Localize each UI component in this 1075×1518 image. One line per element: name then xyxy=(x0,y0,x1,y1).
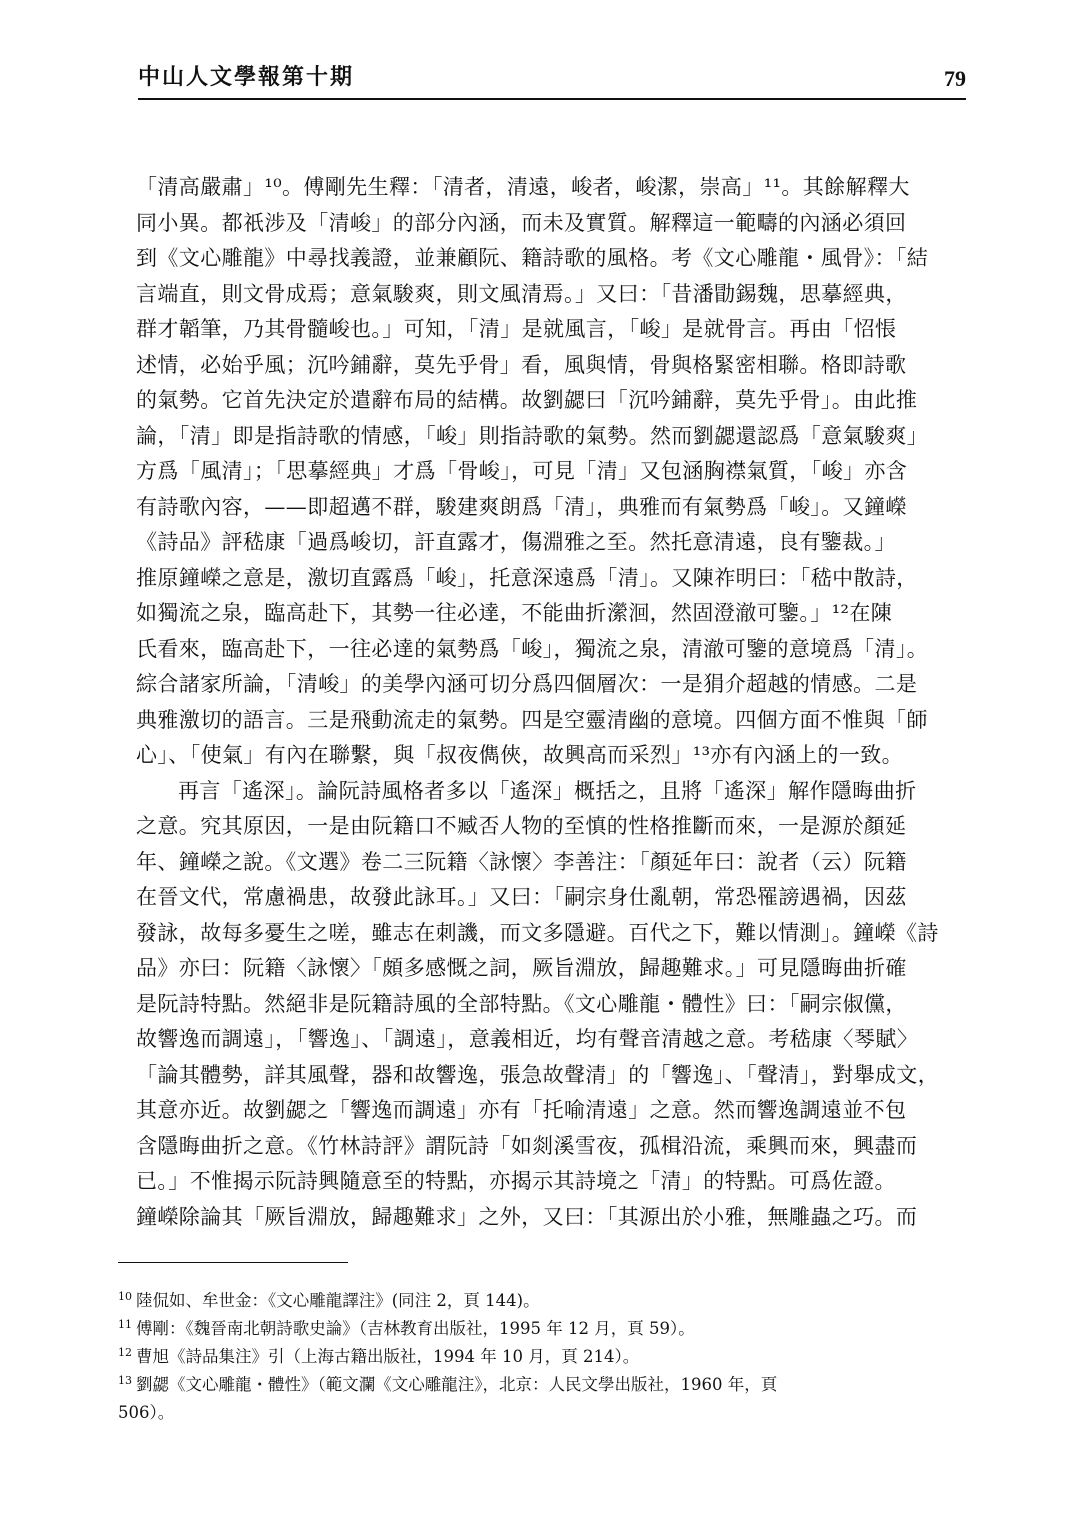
footnote-13 xyxy=(118,1371,968,1399)
header-rule xyxy=(138,98,966,100)
footnote-11 xyxy=(118,1315,968,1343)
footnote-mark: 11 xyxy=(118,1317,132,1331)
text-line: 的氣勢。它首先決定於遣辭布局的結構。故劉勰曰「沉吟鋪辭，莫先乎骨」。由此推 xyxy=(136,388,918,412)
footnote-text: 陸侃如、牟世金：《文心雕龍譯注》(同注 2，頁 144)。 xyxy=(136,1291,540,1310)
text-line: 年、鐘嶸之說。《文選》卷二三阮籍〈詠懷〉李善注：「顏延年曰：說者（云）阮籍 xyxy=(136,849,907,874)
body-text xyxy=(136,170,972,1235)
footnote-12 xyxy=(118,1343,968,1371)
text-line: 之意。究其原因，一是由阮籍口不臧否人物的至慎的性格推斷而來，一是源於顏延 xyxy=(136,814,907,838)
footnote-text: 傅剛：《魏晉南北朝詩歌史論》（吉林教育出版社，1995 年 12 月，頁 59）。 xyxy=(136,1319,695,1338)
text-line: 品》亦曰：阮籍〈詠懷〉「頗多感慨之詞，厥旨淵放，歸趣難求。」可見隱晦曲折確 xyxy=(136,956,907,980)
text-line: 綜合諸家所論，「清峻」的美學內涵可切分爲四個層次：一是狷介超越的情感。二是 xyxy=(136,672,918,696)
text-line: 是阮詩特點。然絕非是阮籍詩風的全部特點。《文心雕龍・體性》曰：「嗣宗俶儻， xyxy=(136,991,907,1016)
text-line: 發詠，故每多憂生之嗟，雖志在刺譏，而文多隱避。百代之下，難以情測」。鐘嶸《詩 xyxy=(136,920,939,945)
text-line: 方爲「風清」；「思摹經典」才爲「骨峻」，可見「清」又包涵胸襟氣質，「峻」亦含 xyxy=(136,459,908,483)
text-line: 《詩品》評嵇康「過爲峻切，訐直露才，傷淵雅之至。然托意清遠，良有鑒裁。」 xyxy=(136,530,896,554)
footnote-mark: 13 xyxy=(118,1373,132,1387)
text-line: 典雅激切的語言。三是飛動流走的氣勢。四是空靈清幽的意境。四個方面不惟與「師 xyxy=(136,707,928,732)
text-line: 含隱晦曲折之意。《竹林詩評》謂阮詩「如剡溪雪夜，孤楫沿流，乘興而來，興盡而 xyxy=(136,1133,918,1158)
text-line: 述情，必始乎風；沉吟鋪辭，莫先乎骨」看，風與情，骨與格緊密相聯。格即詩歌 xyxy=(136,352,907,377)
page-number: 79 xyxy=(944,66,966,91)
text-line: 如獨流之泉，臨高赴下，其勢一往必達，不能曲折瀠洄，然固澄澈可鑒。」¹²在陳 xyxy=(136,601,893,625)
footnotes xyxy=(118,1287,968,1427)
text-line: 「清高嚴肅」¹⁰。傅剛先生釋：「清者，清遠，峻者，峻潔，崇高」¹¹。其餘解釋大 xyxy=(136,175,910,199)
running-head xyxy=(138,60,966,100)
footnote-13-continued: 506）。 xyxy=(118,1403,175,1422)
text-line: 在晉文代，常慮禍患，故發此詠耳。」又曰：「嗣宗身仕亂朝，常恐罹謗遇禍，因茲 xyxy=(136,885,907,909)
text-line: 其意亦近。故劉勰之「響逸而調遠」亦有「托喻清遠」之意。然而響逸調遠並不包 xyxy=(136,1098,907,1122)
text-line: 心」、「使氣」有內在聯繫，與「叔夜儁俠，故興高而采烈」¹³亦有內涵上的一致。 xyxy=(136,743,904,767)
text-line: 再言「遙深」。論阮詩風格者多以「遙深」概括之，且將「遙深」解作隱晦曲折 xyxy=(178,778,917,803)
footnote-10 xyxy=(118,1287,968,1315)
text-line: 鐘嶸除論其「厥旨淵放，歸趣難求」之外，又曰：「其源出於小雅，無雕蟲之巧。而 xyxy=(136,1204,918,1229)
text-line: 到《文心雕龍》中尋找義證，並兼顧阮、籍詩歌的風格。考《文心雕龍・風骨》：「結 xyxy=(136,246,929,270)
text-line: 故響逸而調遠」，「響逸」、「調遠」，意義相近，均有聲音清越之意。考嵇康〈琴賦〉 xyxy=(136,1027,919,1051)
text-line: 有詩歌內容，——即超邁不群，駿建爽朗爲「清」，典雅而有氣勢爲「峻」。又鐘嶸 xyxy=(136,494,907,519)
footnote-text: 曹旭《詩品集注》引（上海古籍出版社，1994 年 10 月，頁 214）。 xyxy=(136,1347,640,1366)
footnote-mark: 10 xyxy=(118,1289,132,1303)
footnote-text: 劉勰《文心雕龍・體性》（範文瀾《文心雕龍注》，北京：人民文學出版社，1960 年，頁 xyxy=(136,1375,778,1394)
footnote-rule xyxy=(118,1262,348,1263)
text-line: 同小異。都祇涉及「清峻」的部分內涵，而未及實質。解釋這一範疇的內涵必須回 xyxy=(136,210,907,235)
text-line: 論，「清」即是指詩歌的情感，「峻」則指詩歌的氣勢。然而劉勰還認爲「意氣駿爽」 xyxy=(136,423,929,448)
text-line: 言端直，則文骨成焉；意氣駿爽，則文風清焉。」又曰：「昔潘勖錫魏，思摹經典， xyxy=(136,281,907,306)
footnote-mark: 12 xyxy=(118,1345,132,1359)
text-line: 已。」不惟揭示阮詩興隨意至的特點，亦揭示其詩境之「清」的特點。可爲佐證。 xyxy=(136,1169,896,1193)
journal-title: 中山人文學報第十期 xyxy=(138,65,355,90)
text-line: 推原鐘嶸之意是，激切直露爲「峻」，托意深遠爲「清」。又陳祚明曰：「嵇中散詩， xyxy=(136,565,918,590)
text-line: 「論其體勢，詳其風聲，器和故響逸，張急故聲清」的「響逸」、「聲清」，對舉成文， xyxy=(136,1062,940,1087)
text-line: 群才韜筆，乃其骨髓峻也。」可知，「清」是就風言，「峻」是就骨言。再由「怊悵 xyxy=(136,317,897,341)
text-line: 氏看來，臨高赴下，一往必達的氣勢爲「峻」，獨流之泉，清澈可鑒的意境爲「清」。 xyxy=(136,636,929,661)
